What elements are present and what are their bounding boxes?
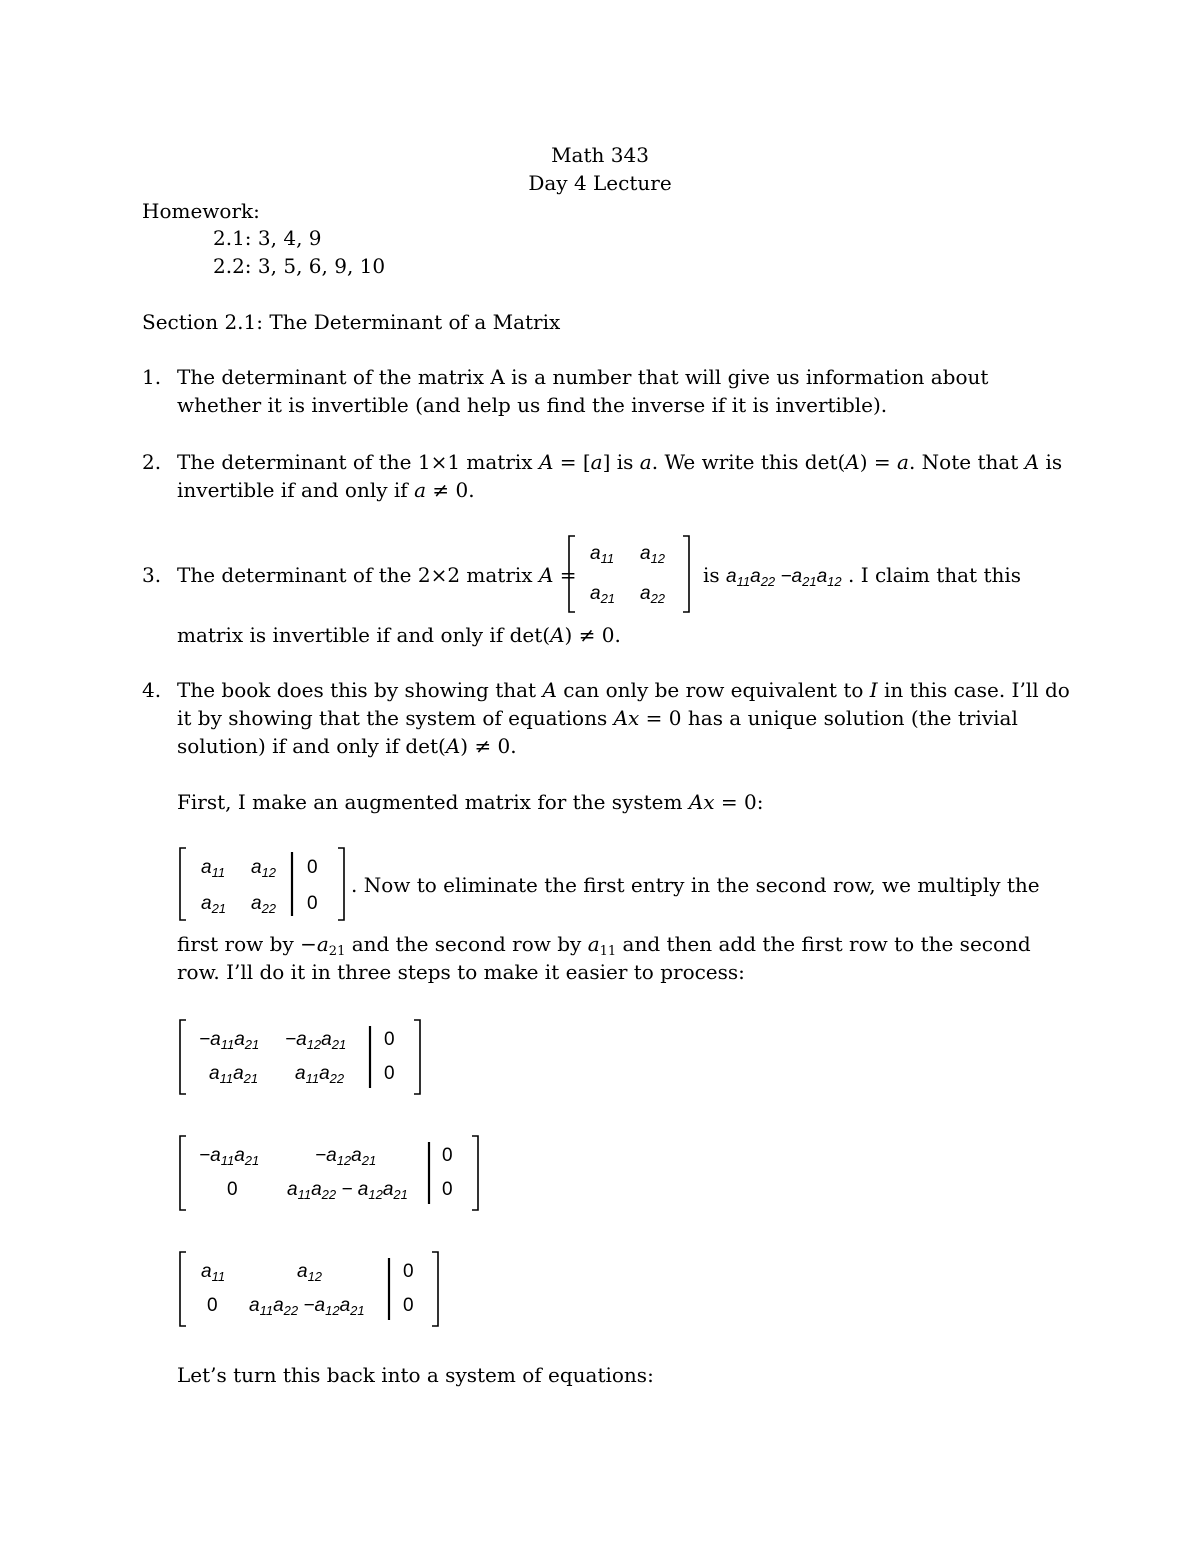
matrix-entry: 0 [442,1179,453,1200]
item-4-line: First, I make an augmented matrix for the system Ax = 0: [177,790,764,814]
matrix-entry: $a_{21}$ [201,893,227,916]
matrix-entry: 0 [403,1295,414,1316]
item-4-line: The book does this by showing that A can only be row equivalent to I in this case. I’ll do [177,678,1070,702]
step-matrix-1 [177,1018,425,1096]
item-1-line: whether it is invertible (and help us find the inverse if it is invertible). [177,393,888,417]
item-1-line: The determinant of the matrix A is a number that will give us information about [177,365,989,389]
matrix-brackets [566,534,692,614]
item-3-line: The determinant of the 2×2 matrix A = [177,563,577,587]
paragraph-line: first row by $-a_{21}$ and the second row by $a_{11}$ and then add the first row to the second [177,932,1031,959]
item-number: 2. [142,450,162,474]
matrix-entry: $a_{11}$ [201,857,226,880]
item-2-line: invertible if and only if a ≠ 0. [177,478,475,502]
matrix-entry: 0 [403,1261,414,1282]
paragraph-line: Let’s turn this back into a system of equations: [177,1363,654,1387]
item-4-line: solution) if and only if det(A) ≠ 0. [177,734,517,758]
item-2-line: The determinant of the 1×1 matrix A = [a] is a. We write this det(A) = a. Note that A is [177,450,1063,474]
homework-item: 2.1: 3, 4, 9 [213,226,322,250]
matrix-entry: $a_{21}$ [590,583,616,606]
matrix-entry: $a_{22}$ [640,583,666,606]
matrix-2x2 [566,534,692,614]
matrix-entry: 0 [307,893,318,914]
matrix-entry: 0 [227,1179,238,1200]
course-title: Math 343 [551,143,649,167]
matrix-entry: 0 [384,1063,395,1084]
matrix-entry: $-a_{11}a_{21}$ [199,1029,260,1052]
matrix-entry: 0 [384,1029,395,1050]
item-number: 1. [142,365,162,389]
step-matrix-2 [177,1134,483,1212]
matrix-entry: $-a_{11}a_{21}$ [199,1145,260,1168]
matrix-entry: $a_{11}a_{22} - a_{12}a_{21}$ [287,1179,408,1202]
lecture-title: Day 4 Lecture [528,171,672,195]
matrix-entry: $a_{11}a_{22}$ [295,1063,345,1086]
matrix-entry: $a_{11}$ [590,543,615,566]
item-3-line: matrix is invertible if and only if det(A) ≠ 0. [177,623,621,647]
item-3-line: is $a_{11}a_{22} -a_{21}a_{12}$ . I claim that this [703,563,1022,589]
augmented-matrix [177,846,349,922]
matrix-entry: $a_{11}$ [201,1261,226,1284]
matrix-entry: 0 [207,1295,218,1316]
matrix-entry: $a_{11}a_{22} -a_{12}a_{21}$ [249,1295,365,1318]
step-matrix-3 [177,1250,443,1328]
matrix-entry: $a_{12}$ [251,857,277,880]
paragraph-line: row. I’ll do it in three steps to make it easier to process: [177,960,745,984]
item-4-line: it by showing that the system of equations Ax = 0 has a unique solution (the trivial [177,706,1018,730]
matrix-entry: $a_{22}$ [251,893,277,916]
homework-item: 2.2: 3, 5, 6, 9, 10 [213,254,386,278]
homework-label: Homework: [142,199,260,223]
matrix-entry: $a_{12}$ [297,1261,323,1284]
matrix-entry: 0 [442,1145,453,1166]
matrix-entry: 0 [307,857,318,878]
paragraph-line: . Now to eliminate the first entry in the second row, we multiply the [351,873,1040,897]
item-number: 3. [142,563,162,587]
matrix-entry: $a_{11}a_{21}$ [209,1063,259,1086]
item-number: 4. [142,678,162,702]
section-title: Section 2.1: The Determinant of a Matrix [142,310,561,334]
matrix-entry: $-a_{12}a_{21}$ [315,1145,377,1168]
matrix-entry: $-a_{12}a_{21}$ [285,1029,347,1052]
matrix-entry: $a_{12}$ [640,543,666,566]
